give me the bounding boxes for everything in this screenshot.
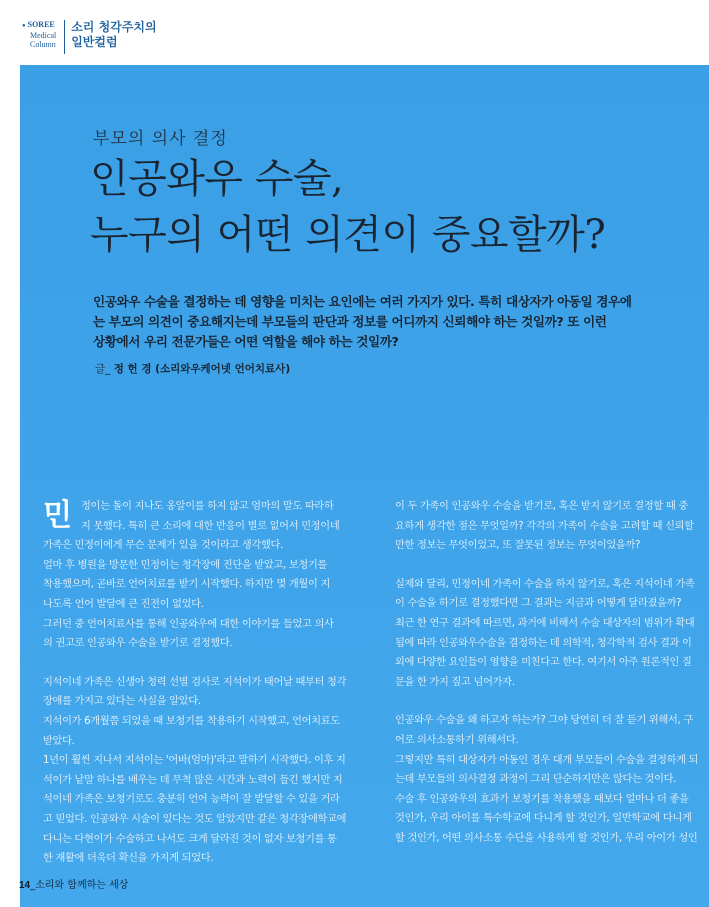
column-title-line: 일반컬럼	[71, 35, 118, 49]
body-line: 만한 정보는 무엇이었고, 또 잘못된 정보는 무엇이었을까?	[395, 540, 641, 552]
body-line: 고 믿었다. 인공와우 시술이 있다는 것도 알았지만 같은 청각장애학교에	[43, 813, 347, 825]
paragraph-gap	[395, 556, 709, 575]
body-line: 가족은 민정이에게 무슨 문제가 있을 것이라고 생각했다.	[43, 540, 284, 552]
byline-author: 정 헌 경 (소리와우케어넷 언어치료사)	[113, 363, 291, 375]
column-title	[71, 20, 156, 50]
body-line: 정이는 돌이 지나도 옹알이를 하지 않고 엄마의 말도 따라하	[81, 501, 334, 512]
body-column-left	[43, 497, 353, 869]
right-body-lines	[395, 497, 709, 849]
paragraph-gap	[395, 692, 709, 711]
paragraph-gap	[43, 654, 353, 673]
body-line: 장애를 가지고 있다는 사실을 알았다.	[43, 696, 201, 708]
byline-prefix: 글_	[95, 363, 111, 375]
column-header	[22, 20, 157, 54]
article-title-line: 누구의 어떤 의견이 중요할까?	[90, 212, 606, 258]
article-title	[90, 151, 605, 263]
body-line: 이 두 가족이 인공와우 수술을 받기로, 혹은 받지 않기로 결정할 때 중	[395, 501, 688, 512]
byline	[95, 361, 290, 376]
article-kicker: 부모의 의사 결정	[93, 129, 228, 149]
body-line: 지 못했다. 특히 큰 소리에 대한 반응이 별로 없어서 민정이네	[81, 520, 340, 532]
body-line: 됨에 따라 인공와우수술을 결정하는 데 의학적, 청각학적 검사 결과 이	[395, 637, 692, 649]
left-body-lines	[43, 536, 353, 869]
body-line: 얼마 후 병원을 방문한 민정이는 청각장애 진단을 받았고, 보청기를	[43, 559, 328, 571]
body-line: 외에 다양한 요인들이 영향을 미친다고 한다. 여기서 아주 원론적인 질	[395, 657, 692, 669]
body-line: 그러던 중 언어치료사를 통해 인공와우에 대한 이야기를 들었고 의사	[43, 618, 334, 630]
page-footer	[19, 876, 128, 891]
brand-logo	[22, 20, 56, 49]
body-line: 나도록 언어 발달에 큰 진전이 없었다.	[43, 598, 204, 610]
brand-line: Medical	[30, 31, 57, 40]
body-line: 요하게 생각한 점은 무엇일까? 각각의 가족이 수술을 고려할 때 신뢰할	[395, 520, 694, 532]
dropcap-paragraph	[43, 497, 353, 536]
body-line: 지석이가 6개월쯤 되었을 때 보청기를 착용하기 시작했고, 언어치료도	[43, 715, 340, 727]
body-line: 할 것인가, 어떤 의사소통 수단을 사용하게 할 것인가, 우리 아이가 성인	[395, 832, 698, 844]
lede-line: 상황에서 우리 전문가들은 어떤 역할을 해야 하는 것일까?	[93, 334, 399, 349]
body-line: 는데 부모들의 의사결정 과정이 그리 단순하지만은 않다는 것이다.	[395, 774, 677, 786]
body-line: 지석이네 가족은 신생아 청력 선별 검사로 지석이가 태어날 때부터 청각	[43, 676, 347, 688]
body-line: 실제와 달리, 민정이네 가족이 수술을 하지 않기로, 혹은 지석이네 가족	[395, 578, 695, 590]
body-line: 것인가, 우리 아이를 특수학교에 다니게 할 것인가, 일반학교에 다니게	[395, 813, 692, 825]
body-line: 의 권고로 인공와우 수술을 받기로 결정했다.	[43, 638, 233, 650]
page-number: 14	[19, 880, 31, 891]
body-line: 그렇지만 특히 대상자가 아동인 경우 대개 부모들이 수술을 결정하게 되	[395, 754, 699, 766]
brand-line: Column	[30, 40, 56, 49]
body-line: 받았다.	[43, 735, 75, 747]
body-line: 석이네 가족은 보청기로도 충분히 언어 능력이 잘 발달할 수 있을 거라	[43, 794, 340, 806]
body-column-right	[395, 497, 709, 849]
header-divider	[64, 20, 65, 54]
body-line: 문을 한 가지 짚고 넘어가자.	[395, 676, 515, 688]
article-lede	[93, 292, 673, 352]
body-line: 수술 후 인공와우의 효과가 보청기를 착용했을 때보다 얼마나 더 좋을	[395, 793, 689, 805]
brand-line: ● SOREE	[22, 20, 56, 31]
body-line: 어로 의사소통하기 위해서다.	[395, 734, 519, 746]
body-line: 석이가 낱말 하나를 배우는 데 무척 많은 시간과 노력이 들긴 했지만 지	[43, 774, 343, 786]
article-title-line: 인공와우 수술,	[90, 156, 344, 202]
article-panel	[20, 65, 709, 907]
dropcap: 민	[43, 498, 72, 533]
body-line: 다니는 다현이가 수술하고 나서도 크게 달라진 것이 없자 보청기를 통	[43, 833, 337, 845]
magazine-name: _소리와 함께하는 세상	[30, 880, 129, 891]
lede-line: 인공와우 수술을 결정하는 데 영향을 미치는 요인에는 여러 가지가 있다. 특히 대상자가 아동일 경우에	[93, 294, 632, 309]
body-line: 한 재활에 더욱더 확신을 가지게 되었다.	[43, 853, 214, 865]
body-line: 인공와우 수술을 왜 하고자 하는가? 그야 당연히 더 잘 듣기 위해서, 구	[395, 715, 693, 727]
body-line: 착용했으며, 곧바로 언어치료를 받기 시작했다. 하지만 몇 개월이 지	[43, 579, 330, 591]
column-title-line: 소리 청각주치의	[71, 20, 157, 34]
body-line: 1년이 훨씬 지나서 지석이는 '어바(엄마)'라고 말하기 시작했다. 이후 지	[43, 755, 346, 767]
body-line: 이 수술을 하기로 결정했다면 그 결과는 지금과 어떻게 달라졌을까?	[395, 598, 682, 610]
lede-line: 는 부모의 의견이 중요해지는데 부모들의 판단과 정보를 어디까지 신뢰해야 하는 것일까? 또 이런	[93, 314, 607, 329]
body-line: 최근 한 연구 결과에 따르면, 과거에 비해서 수술 대상자의 범위가 확대	[395, 617, 695, 629]
